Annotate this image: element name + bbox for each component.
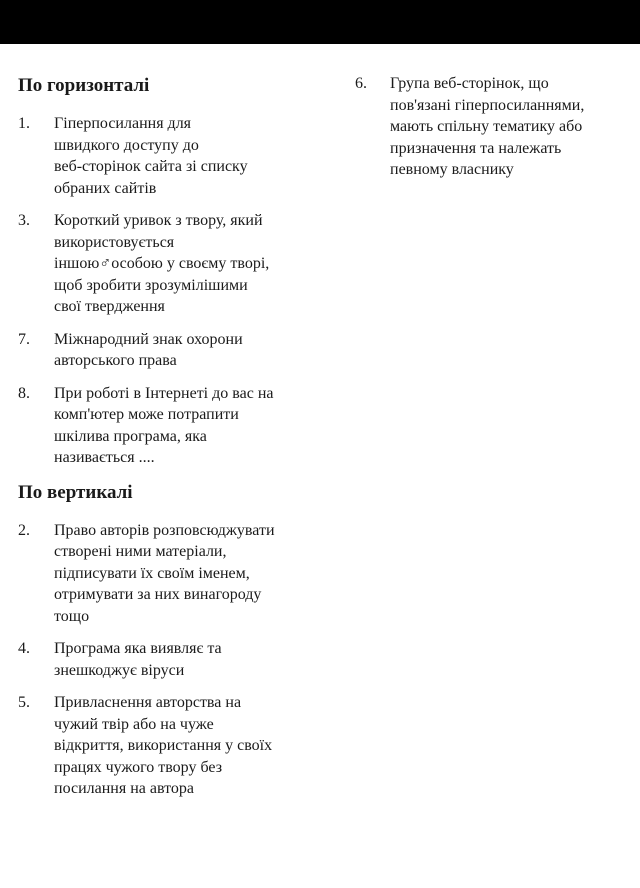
clue-text: Програма яка виявляє та знешкоджує віруси	[54, 640, 222, 679]
clue-number: 7.	[18, 330, 30, 348]
clue-number: 3.	[18, 212, 30, 229]
clue-number: 5.	[18, 694, 30, 711]
clue-number: 4.	[18, 640, 30, 657]
clue-number: 8.	[18, 384, 30, 402]
clue-text: Право авторів розповсюджувати створені ними матеріали, підписувати їх своїм іменем, отримувати за них винагороду тощо	[54, 521, 275, 625]
clue-text: Група веб-сторінок, що пов'язані гіперпосиланнями, мають спільну тематику або призначення та належать певному власнику	[390, 75, 585, 178]
right-column	[355, 73, 630, 192]
clue-item	[18, 113, 318, 199]
clue-number: 1.	[18, 115, 30, 132]
clue-item	[18, 210, 318, 318]
clue-item	[18, 638, 318, 681]
clue-item	[18, 520, 318, 628]
clue-text: Гіперпосилання для швидкого доступу до веб-сторінок сайта зі списку обраних сайтів	[54, 115, 248, 197]
clue-text: Короткий уривок з твору, який використовується іншою♂особою у своєму творі, щоб зробити зрозумілішими свої твердження	[54, 212, 270, 315]
horizontal-section-title: По горизонталі	[18, 75, 150, 96]
clue-text: Міжнародний знак охорони авторського права	[54, 330, 243, 369]
clue-text: При роботі в Інтернеті до вас на комп'ютер може потрапити шкілива програма, яка називається ....	[54, 384, 274, 466]
top-black-bar	[0, 0, 640, 44]
left-column	[18, 74, 318, 811]
clue-text: Привласнення авторства на чужий твір або на чуже відкриття, використання у своїх працях чужого твору без посилання на автора	[54, 694, 273, 797]
clue-item	[18, 383, 318, 469]
clue-number: 2.	[18, 521, 30, 539]
clue-number: 6.	[355, 75, 367, 92]
clue-item	[18, 692, 318, 800]
clue-item	[355, 73, 630, 181]
clue-item	[18, 329, 318, 372]
vertical-section-title: По вертикалі	[18, 481, 133, 503]
